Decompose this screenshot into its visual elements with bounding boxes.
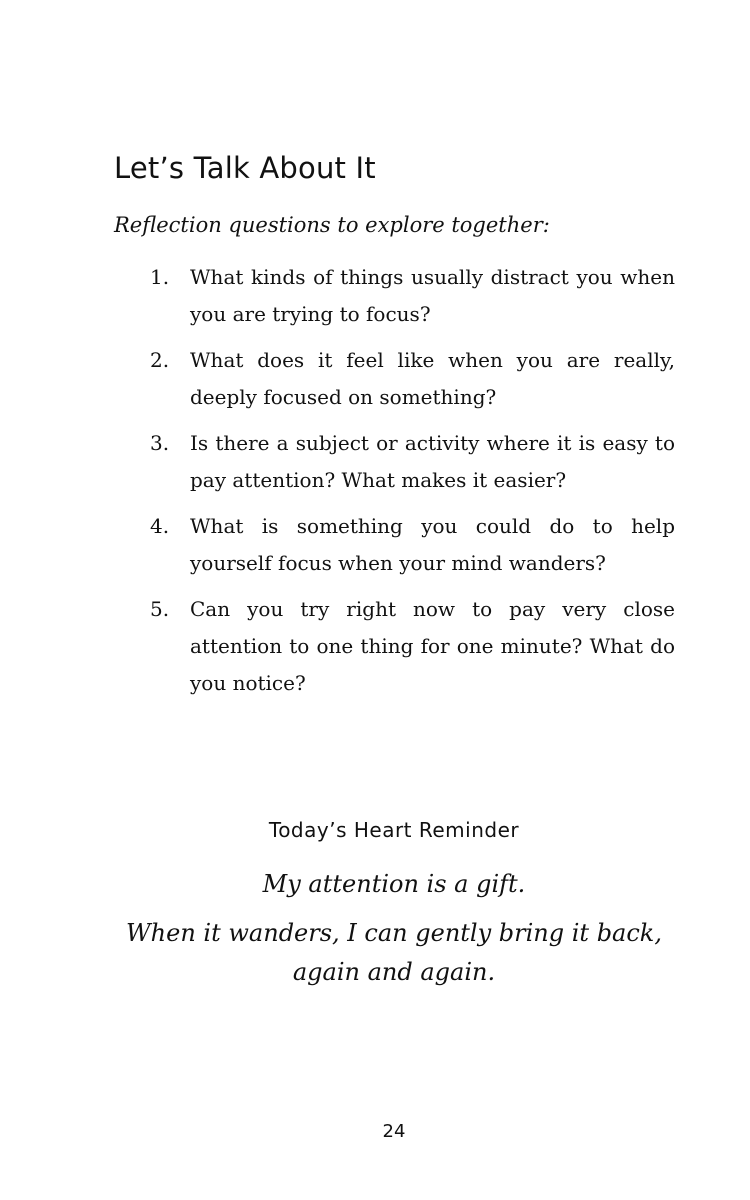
question-number: 3. — [150, 431, 170, 455]
section-heading: Let’s Talk About It — [114, 151, 376, 185]
reminder-line: My attention is a gift. — [262, 870, 526, 898]
question-list — [150, 259, 675, 711]
question-number: 1. — [150, 265, 170, 289]
reminder-line: again and again. — [292, 958, 496, 986]
question-number: 2. — [150, 348, 170, 372]
question-number: 4. — [150, 514, 170, 538]
question-text: What does it feel like when you are really, deeply focused on something? — [190, 348, 675, 409]
question-text: What is something you could do to help yourself focus when your mind wanders? — [190, 514, 675, 575]
question-text: Can you try right now to pay very close attention to one thing for one minute? What do you notice? — [190, 597, 675, 695]
question-text: Is there a subject or activity where it is easy to pay attention? What makes it easier? — [190, 431, 675, 492]
list-item — [150, 591, 675, 702]
list-item — [150, 342, 675, 416]
list-item — [150, 425, 675, 499]
list-item — [150, 508, 675, 582]
intro-text: Reflection questions to explore together: — [114, 213, 550, 237]
question-text: What kinds of things usually distract you when you are trying to focus? — [190, 265, 675, 326]
list-item — [150, 259, 675, 333]
reminder-title: Today’s Heart Reminder — [268, 818, 520, 842]
question-number: 5. — [150, 597, 170, 621]
page-number: 24 — [382, 1121, 406, 1142]
reminder-line: When it wanders, I can gently bring it back, — [126, 919, 662, 947]
